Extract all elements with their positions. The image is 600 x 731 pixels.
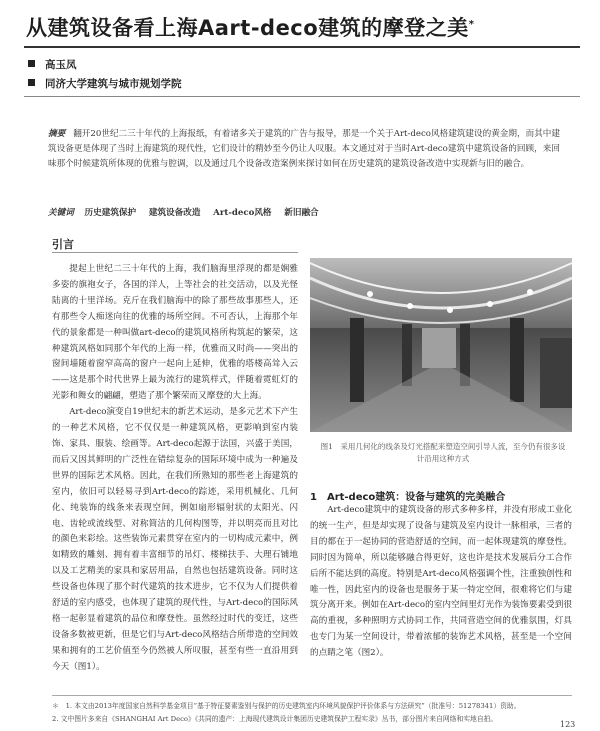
section-rule <box>52 252 298 253</box>
abstract: 摘要 翻开20世纪二三十年代的上海报纸，有着诸多关于建筑的广告与报导，那是一个关于Art-deco风格建筑建设的黄金期，而其中建筑设备更是体现了当时上海建筑的现代性，它们设计的精妙至今仍让人叹服。本文通过对于当时Art-deco建筑中建筑设备的回顾，来回味那个时候建筑所体现的优雅与腔调，以及通过几个设备改造案例来探讨如何在历史建筑的建筑设备改造中实现新与旧的融合。 <box>48 129 560 170</box>
page-number: 123 <box>560 720 576 729</box>
header-rule <box>24 96 580 97</box>
intro-body <box>52 262 298 676</box>
figure-1-photo <box>310 258 572 432</box>
title-rule <box>24 46 580 48</box>
author: 高玉凤 <box>28 57 77 72</box>
section-heading-intro: 引言 <box>52 238 74 251</box>
footnote-1: ＊ 1. 本文由2013年度国家自然科学基金项目“基于特征要素鉴别与保护的历史建筑室内环境风貌保护评价体系与方法研究”（批准号：51278341）资助。 <box>52 702 521 710</box>
keywords: 关键词 历史建筑保护 建筑设备改造 Art-deco风格 新旧融合 <box>48 208 319 218</box>
paper-title: 从建筑设备看上海Aart-deco建筑的摩登之美* <box>26 16 475 40</box>
section-heading-1: 1 Art-deco建筑：设备与建筑的完美融合 <box>310 492 506 503</box>
footnote-rule <box>52 695 572 696</box>
paragraph: 提起上世纪二三十年代的上海，我们脑海里浮现的都是娴雅多姿的旗袍女子，各国的洋人，上等社会的社交活动，以及光怪陆离的十里洋场。克斤在我们脑海中的除了那些故事那些人，还有那些令人痴迷向往的优雅的场所空间。不可否认，上海那个年代的景象都是一种叫做art-deco的建筑风格所构筑起的繁荣，这种建筑风格如同那个年代的上海一样，优雅而又时尚——突出的窗间墙随着窗窄高高的窗户一起向上延伸，优雅的塔楼高耸入云——这是那个时代世界上最为流行的建筑样式，伴随着霓虹灯的光影和舞女的翩翩，塑造了那个繁荣而又摩登的大上海。 <box>52 264 298 402</box>
paragraph: Art-deco演变自19世纪末的新艺术运动，是多元艺术下产生的一种艺术风格，它不仅仅是一种建筑风格，更影响到室内装饰、家具、服装、绘画等。Art-deco起源于法国，兴盛于美国，而后又因其鲜明的广泛性在错综复杂的国际环境中成为一种遍及世界的国际艺术风格。因此，在我们所熟知的那些老上海建筑的室内，依旧可以轻易寻到Art-deco的踪迹，采用机械化、几何化、纯装饰的线条来表现空间，例如扇形辐射状的太阳光、闪电、齿轮或流线型、对称简洁的几何构图等，并以明亮而且对比的颜色来彩绘。这些装饰元素贯穿在室内的一切构成元素中，例如精致的雕刻、拥有着丰富细节的吊灯、楼梯扶手、大理石铺地以及工艺精美的家具和家居用品，自然也包括建筑设备。同时这些设备也体现了那个时代建筑的技术进步，它不仅为人们提供着舒适的室内感受，也体现了建筑的现代性，与Art-deco的国际风格一起彰显着建筑的品位和摩登性。虽然经过时代的变迁，这些设备多数被更新，但是它们与Art-deco风格结合所带造的空间效果和拥有的工艺价值至今仍然被人所叹服，甚至有些一直沿用到今天（图1）。 <box>52 407 298 672</box>
bullet-square-icon <box>28 60 35 67</box>
paragraph: Art-deco建筑中的建筑设备的形式多种多样，并没有形成工业化的统一生产，但是却实现了设备与建筑及室内设计一脉相承，三者的目的都在于一起协同的营造舒适的空间，而一起体现建筑的摩登性。同时因为简单，所以能够融合得更好，这也许是技术发展后分工合作后所不能达到的高度。特别是Art-deco风格强调个性，注重独创性和唯一性，因此室内的设备也是服务于某一特定空间，很难将它们与建筑分离开来。例如在Art-deco的室内空间里灯光作为装饰要素受到很高的重视，多种照明方式协同工作，共同营造空间的优雅氛围，灯具也专门为某一空间设计，带着浓郁的装饰艺术风格，甚至是一个空间的点睛之笔（图2）。 <box>310 505 572 659</box>
footnote-2: 2. 文中图片多来自《SHANGHAI Art Deco》《共同的遗产：上海现代建筑设计集团历史建筑保护工程实录》丛书，部分图片来自网络和实地自拍。 <box>52 715 498 723</box>
figure-1-caption: 图1 采用几何化的线条及灯光搭配来塑造空间引导人流，至今仍有很多设计沿用这种方式 <box>320 442 566 463</box>
lobby-photo-illustration <box>310 258 572 432</box>
affiliation: 同济大学建筑与城市规划学院 <box>28 76 182 91</box>
bullet-square-icon <box>28 79 35 86</box>
section-1-body <box>310 503 572 662</box>
